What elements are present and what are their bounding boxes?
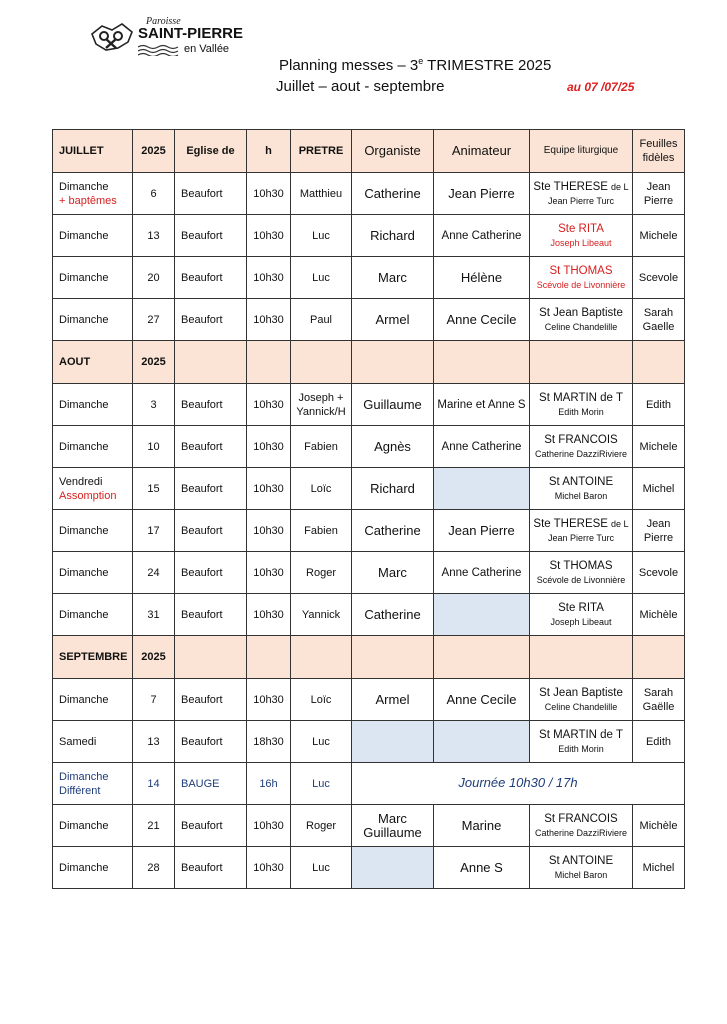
team-name: St MARTIN de T bbox=[539, 391, 623, 404]
section-year: 2025 bbox=[133, 636, 175, 679]
section-header-row bbox=[53, 130, 685, 173]
church: Beaufort bbox=[175, 257, 247, 299]
priest: Luc bbox=[291, 257, 352, 299]
col-organiste: Organiste bbox=[352, 130, 434, 173]
team-members: Edith Morin bbox=[558, 406, 604, 417]
day-number: 28 bbox=[133, 847, 175, 889]
day-note: Assomption bbox=[59, 489, 117, 502]
time: 10h30 bbox=[247, 384, 291, 426]
animator: Anne Catherine bbox=[434, 552, 530, 594]
empty-cell bbox=[175, 341, 247, 384]
liturgy-team bbox=[530, 173, 633, 215]
liturgy-team bbox=[530, 594, 633, 636]
team-name-line bbox=[532, 180, 630, 194]
day-number: 6 bbox=[133, 173, 175, 215]
team-name-line bbox=[532, 517, 630, 531]
organist: Armel bbox=[352, 299, 434, 341]
leaflets: Edith bbox=[633, 384, 685, 426]
day-cell bbox=[53, 299, 133, 341]
day-cell bbox=[53, 763, 133, 805]
team-name: St Jean Baptiste bbox=[539, 306, 623, 319]
col-pretre: PRETRE bbox=[291, 130, 352, 173]
team-members: Joseph Libeaut bbox=[550, 616, 612, 627]
day-cell bbox=[53, 594, 133, 636]
page-title: Planning messes – 3e TRIMESTRE 2025 bbox=[279, 56, 552, 74]
day-name: Dimanche bbox=[59, 770, 109, 783]
table-row bbox=[53, 257, 685, 299]
empty-cell bbox=[434, 341, 530, 384]
animator: Anne Catherine bbox=[434, 426, 530, 468]
organist: Guillaume bbox=[352, 384, 434, 426]
parish-logo bbox=[88, 16, 248, 58]
special-event-text: Journée 10h30 / 17h bbox=[458, 775, 578, 790]
day-name: Dimanche bbox=[59, 398, 109, 411]
liturgy-team bbox=[530, 384, 633, 426]
empty-cell bbox=[530, 341, 633, 384]
team-members: Celine Chandelille bbox=[544, 701, 618, 712]
table-row bbox=[53, 805, 685, 847]
day-cell bbox=[53, 552, 133, 594]
day-name: Dimanche bbox=[59, 861, 109, 874]
organist: Marc bbox=[352, 257, 434, 299]
leaflets: Scevole bbox=[633, 552, 685, 594]
day-name: Dimanche bbox=[59, 566, 109, 579]
day-cell bbox=[53, 257, 133, 299]
church: Beaufort bbox=[175, 426, 247, 468]
team-members: Edith Morin bbox=[558, 743, 604, 754]
day-number: 7 bbox=[133, 679, 175, 721]
church: Beaufort bbox=[175, 679, 247, 721]
team-members: Scévole de Livonnière bbox=[536, 279, 626, 290]
organist: Catherine bbox=[352, 594, 434, 636]
liturgy-team bbox=[530, 552, 633, 594]
priest: Luc bbox=[291, 215, 352, 257]
section-year: 2025 bbox=[133, 130, 175, 173]
section-month: SEPTEMBRE bbox=[53, 636, 133, 679]
priest: Luc bbox=[291, 763, 352, 805]
empty-cell bbox=[291, 636, 352, 679]
organist bbox=[352, 721, 434, 763]
time: 10h30 bbox=[247, 257, 291, 299]
table-row bbox=[53, 426, 685, 468]
mass-schedule-table bbox=[52, 129, 685, 889]
table-row bbox=[53, 847, 685, 889]
liturgy-team bbox=[530, 299, 633, 341]
day-cell bbox=[53, 721, 133, 763]
liturgy-team bbox=[530, 721, 633, 763]
day-number: 24 bbox=[133, 552, 175, 594]
liturgy-team bbox=[530, 847, 633, 889]
time: 18h30 bbox=[247, 721, 291, 763]
empty-cell bbox=[633, 636, 685, 679]
animator bbox=[434, 468, 530, 510]
animator: Hélène bbox=[434, 257, 530, 299]
leaflets: Michele bbox=[633, 426, 685, 468]
day-name: Dimanche bbox=[59, 271, 109, 284]
church: Beaufort bbox=[175, 299, 247, 341]
col-animateur: Animateur bbox=[434, 130, 530, 173]
time: 10h30 bbox=[247, 847, 291, 889]
day-name: Samedi bbox=[59, 735, 97, 748]
table-row bbox=[53, 679, 685, 721]
priest: Joseph + Yannick/H bbox=[291, 384, 352, 426]
priest: Matthieu bbox=[291, 173, 352, 215]
time: 10h30 bbox=[247, 510, 291, 552]
church: Beaufort bbox=[175, 594, 247, 636]
day-number: 10 bbox=[133, 426, 175, 468]
leaflets: Edith bbox=[633, 721, 685, 763]
empty-cell bbox=[434, 636, 530, 679]
day-cell bbox=[53, 805, 133, 847]
church: Beaufort bbox=[175, 847, 247, 889]
col-equipe: Equipe liturgique bbox=[530, 130, 633, 173]
animator: Anne S bbox=[434, 847, 530, 889]
priest: Luc bbox=[291, 721, 352, 763]
organist: Richard bbox=[352, 215, 434, 257]
team-name: St FRANCOIS bbox=[544, 433, 618, 446]
day-number: 31 bbox=[133, 594, 175, 636]
logo-subtitle: en Vallée bbox=[184, 43, 230, 55]
day-name: Vendredi bbox=[59, 475, 103, 488]
team-name: Ste RITA bbox=[558, 222, 604, 235]
team-members: Scévole de Livonnière bbox=[536, 574, 626, 585]
section-month: AOUT bbox=[53, 341, 133, 384]
empty-cell bbox=[530, 636, 633, 679]
team-name: St ANTOINE bbox=[548, 475, 614, 488]
day-name: Dimanche bbox=[59, 819, 109, 832]
team-name: St ANTOINE bbox=[548, 854, 614, 867]
team-members: Celine Chandelille bbox=[544, 321, 618, 332]
day-cell bbox=[53, 215, 133, 257]
liturgy-team bbox=[530, 257, 633, 299]
day-number: 27 bbox=[133, 299, 175, 341]
day-note: + baptêmes bbox=[59, 194, 117, 207]
church: Beaufort bbox=[175, 552, 247, 594]
priest: Loïc bbox=[291, 679, 352, 721]
animator: Anne Catherine bbox=[434, 215, 530, 257]
special-event bbox=[352, 763, 685, 805]
table-row bbox=[53, 215, 685, 257]
day-name: Dimanche bbox=[59, 440, 109, 453]
col-eglise: Eglise de bbox=[175, 130, 247, 173]
team-members: Michel Baron bbox=[554, 869, 608, 880]
church: Beaufort bbox=[175, 805, 247, 847]
church: BAUGE bbox=[175, 763, 247, 805]
empty-cell bbox=[633, 341, 685, 384]
leaflets: Jean Pierre bbox=[633, 173, 685, 215]
organist: Armel bbox=[352, 679, 434, 721]
time: 10h30 bbox=[247, 215, 291, 257]
day-number: 14 bbox=[133, 763, 175, 805]
table-row bbox=[53, 468, 685, 510]
section-year: 2025 bbox=[133, 341, 175, 384]
team-members: Jean Pierre Turc bbox=[547, 195, 615, 206]
team-name-suffix: de L bbox=[611, 181, 629, 192]
animator: Anne Cecile bbox=[434, 299, 530, 341]
team-name-suffix: de L bbox=[611, 518, 629, 529]
empty-cell bbox=[247, 636, 291, 679]
page-subtitle: Juillet – aout - septembre bbox=[276, 78, 445, 95]
day-number: 17 bbox=[133, 510, 175, 552]
priest: Roger bbox=[291, 552, 352, 594]
team-members: Joseph Libeaut bbox=[550, 237, 612, 248]
table-row bbox=[53, 763, 685, 805]
team-members: Michel Baron bbox=[554, 490, 608, 501]
day-cell bbox=[53, 468, 133, 510]
organist: Marc Guillaume bbox=[352, 805, 434, 847]
update-date: au 07 /07/25 bbox=[567, 80, 635, 94]
day-name: Dimanche bbox=[59, 608, 109, 621]
organist bbox=[352, 847, 434, 889]
day-note: Différent bbox=[59, 784, 101, 797]
liturgy-team bbox=[530, 805, 633, 847]
team-members: Catherine DazziRiviere bbox=[534, 448, 628, 459]
col-heure: h bbox=[247, 130, 291, 173]
empty-cell bbox=[175, 636, 247, 679]
day-cell bbox=[53, 426, 133, 468]
organist: Richard bbox=[352, 468, 434, 510]
animator bbox=[434, 594, 530, 636]
leaflets: Sarah Gaëlle bbox=[633, 679, 685, 721]
team-name: St Jean Baptiste bbox=[539, 686, 623, 699]
time: 10h30 bbox=[247, 299, 291, 341]
day-cell bbox=[53, 510, 133, 552]
team-members: Catherine DazziRiviere bbox=[534, 827, 628, 838]
day-name: Dimanche bbox=[59, 313, 109, 326]
liturgy-team bbox=[530, 215, 633, 257]
leaflets: Michele bbox=[633, 215, 685, 257]
day-cell bbox=[53, 679, 133, 721]
col-feuilles: Feuilles fidèles bbox=[633, 130, 685, 173]
section-header-row bbox=[53, 636, 685, 679]
team-name: Ste THERESE bbox=[533, 180, 608, 193]
priest: Yannick bbox=[291, 594, 352, 636]
leaflets: Michèle bbox=[633, 805, 685, 847]
liturgy-team bbox=[530, 468, 633, 510]
section-month: JUILLET bbox=[53, 130, 133, 173]
leaflets: Michel bbox=[633, 468, 685, 510]
table-row bbox=[53, 299, 685, 341]
animator: Marine et Anne S bbox=[434, 384, 530, 426]
church: Beaufort bbox=[175, 468, 247, 510]
animator: Jean Pierre bbox=[434, 510, 530, 552]
leaflets: Jean Pierre bbox=[633, 510, 685, 552]
animator: Anne Cecile bbox=[434, 679, 530, 721]
priest: Loïc bbox=[291, 468, 352, 510]
animator bbox=[434, 721, 530, 763]
day-number: 13 bbox=[133, 721, 175, 763]
leaflets: Scevole bbox=[633, 257, 685, 299]
team-name: St FRANCOIS bbox=[544, 812, 618, 825]
table-body bbox=[53, 130, 685, 889]
table-row bbox=[53, 510, 685, 552]
table-row bbox=[53, 594, 685, 636]
day-number: 13 bbox=[133, 215, 175, 257]
table-row bbox=[53, 384, 685, 426]
organist: Catherine bbox=[352, 510, 434, 552]
time: 10h30 bbox=[247, 468, 291, 510]
team-name: Ste RITA bbox=[558, 601, 604, 614]
time: 10h30 bbox=[247, 594, 291, 636]
keys-icon bbox=[88, 20, 136, 54]
time: 16h bbox=[247, 763, 291, 805]
time: 10h30 bbox=[247, 552, 291, 594]
team-members: Jean Pierre Turc bbox=[547, 532, 615, 543]
liturgy-team bbox=[530, 426, 633, 468]
table-row bbox=[53, 552, 685, 594]
day-number: 3 bbox=[133, 384, 175, 426]
church: Beaufort bbox=[175, 384, 247, 426]
team-name: Ste THERESE bbox=[533, 517, 608, 530]
time: 10h30 bbox=[247, 426, 291, 468]
priest: Luc bbox=[291, 847, 352, 889]
section-header-row bbox=[53, 341, 685, 384]
empty-cell bbox=[291, 341, 352, 384]
church: Beaufort bbox=[175, 721, 247, 763]
priest: Roger bbox=[291, 805, 352, 847]
logo-name: SAINT-PIERRE bbox=[138, 25, 244, 42]
animator: Jean Pierre bbox=[434, 173, 530, 215]
table-row bbox=[53, 173, 685, 215]
day-name: Dimanche bbox=[59, 524, 109, 537]
empty-cell bbox=[352, 636, 434, 679]
leaflets: Sarah Gaelle bbox=[633, 299, 685, 341]
time: 10h30 bbox=[247, 805, 291, 847]
day-name: Dimanche bbox=[59, 180, 109, 193]
time: 10h30 bbox=[247, 173, 291, 215]
logo-paroisse: Paroisse bbox=[146, 16, 181, 27]
team-name: St THOMAS bbox=[549, 264, 613, 277]
day-number: 15 bbox=[133, 468, 175, 510]
day-cell bbox=[53, 173, 133, 215]
day-cell bbox=[53, 847, 133, 889]
day-number: 21 bbox=[133, 805, 175, 847]
church: Beaufort bbox=[175, 215, 247, 257]
table-row bbox=[53, 721, 685, 763]
animator: Marine bbox=[434, 805, 530, 847]
priest: Fabien bbox=[291, 426, 352, 468]
church: Beaufort bbox=[175, 173, 247, 215]
day-cell bbox=[53, 384, 133, 426]
time: 10h30 bbox=[247, 679, 291, 721]
organist: Agnès bbox=[352, 426, 434, 468]
day-name: Dimanche bbox=[59, 229, 109, 242]
empty-cell bbox=[247, 341, 291, 384]
organist: Catherine bbox=[352, 173, 434, 215]
liturgy-team bbox=[530, 679, 633, 721]
day-name: Dimanche bbox=[59, 693, 109, 706]
waves-icon bbox=[138, 44, 182, 56]
team-name: St THOMAS bbox=[549, 559, 613, 572]
liturgy-team bbox=[530, 510, 633, 552]
empty-cell bbox=[352, 341, 434, 384]
priest: Paul bbox=[291, 299, 352, 341]
day-number: 20 bbox=[133, 257, 175, 299]
leaflets: Michèle bbox=[633, 594, 685, 636]
church: Beaufort bbox=[175, 510, 247, 552]
organist: Marc bbox=[352, 552, 434, 594]
priest: Fabien bbox=[291, 510, 352, 552]
team-name: St MARTIN de T bbox=[539, 728, 623, 741]
leaflets: Michel bbox=[633, 847, 685, 889]
